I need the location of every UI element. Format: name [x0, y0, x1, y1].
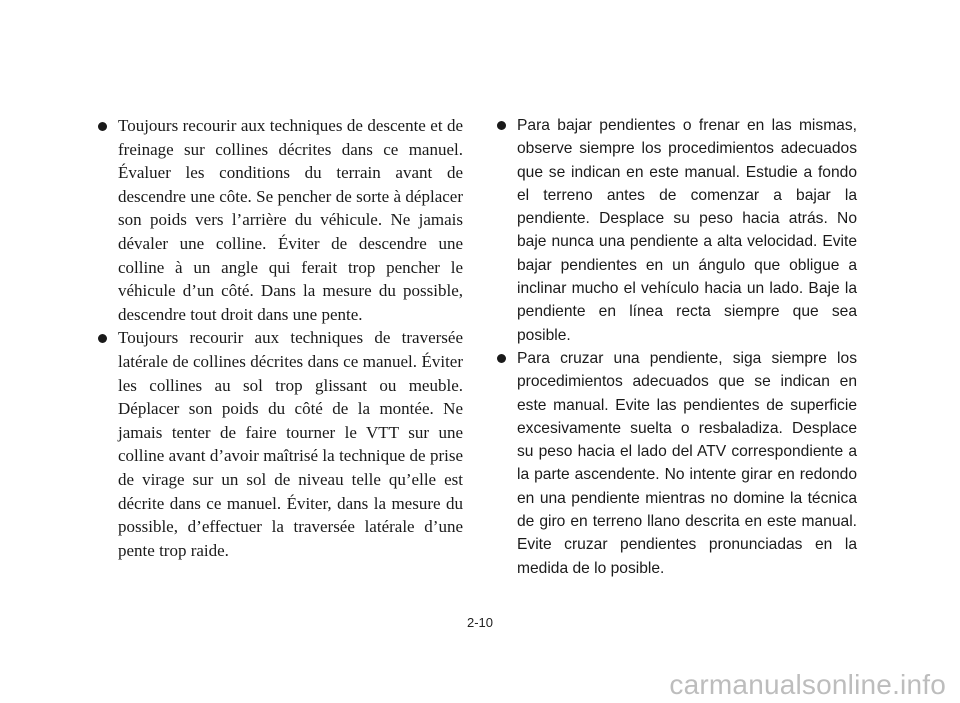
spanish-bullet-text: Para cruzar una pendiente, siga siempre los procedimientos adecuados que se indican en este manual. Evite las pendientes de superficie excesivamente suelta o resbaladiza. Desplace su peso hacia el lado del ATV correspondiente a la parte ascendente. No intente girar en redondo en una pendiente mientras no domine la técnica de giro en terreno llano descrita en este manual. Evite cruzar pendientes pronunciadas en la medida de lo posible. [517, 349, 857, 577]
bullet-icon [98, 334, 107, 343]
spanish-bullet-text: Para bajar pendientes o frenar en las mismas, observe siempre los procedimientos adecuados que se indican en este manual. Estudie a fondo el terreno antes de comenzar a bajar la pendiente. Desplace su peso hacia atrás. No baje nunca una pendiente a alta velocidad. Evite bajar pendientes en un ángulo que obligue a inclinar mucho el vehículo hacia un lado. Baje la pendiente en línea recta siempre que sea posible. [517, 117, 857, 344]
bullet-icon [98, 122, 107, 131]
bullet-icon [497, 121, 506, 130]
french-column [98, 114, 463, 562]
french-bullet-text: Toujours recourir aux techniques de traversée latérale de collines décrites dans ce manuel. Éviter les collines au sol trop glissant ou meuble. Déplacer son poids du côté de la montée. Ne jamais tenter de faire tourner le VTT sur une colline avant d’avoir maîtrisé la technique de prise de virage sur un sol de niveau telle qu’elle est décrite dans ce manuel. Éviter, dans la mesure du possible, d’effectuer la traversée latérale d’une pente trop raide. [118, 328, 463, 560]
french-bullet-text: Toujours recourir aux techniques de descente et de freinage sur collines décrites dans ce manuel. Évaluer les conditions du terrain avant de descendre une côte. Se pencher de sorte à déplacer son poids vers l’arrière du véhicule. Ne jamais dévaler une colline. Éviter de descendre une colline à un angle qui ferait trop pencher le véhicule d’un côté. Dans la mesure du possible, descendre tout droit dans une pente. [118, 116, 463, 324]
french-bullet-descente [98, 114, 463, 326]
spanish-bullet-bajar [497, 114, 857, 347]
bullet-icon [497, 354, 506, 363]
watermark-text: carmanualsonline.info [669, 669, 946, 700]
spanish-bullet-cruzar [497, 347, 857, 580]
spanish-column [497, 114, 857, 580]
french-bullet-traversee [98, 326, 463, 562]
page-number: 2-10 [466, 615, 494, 630]
